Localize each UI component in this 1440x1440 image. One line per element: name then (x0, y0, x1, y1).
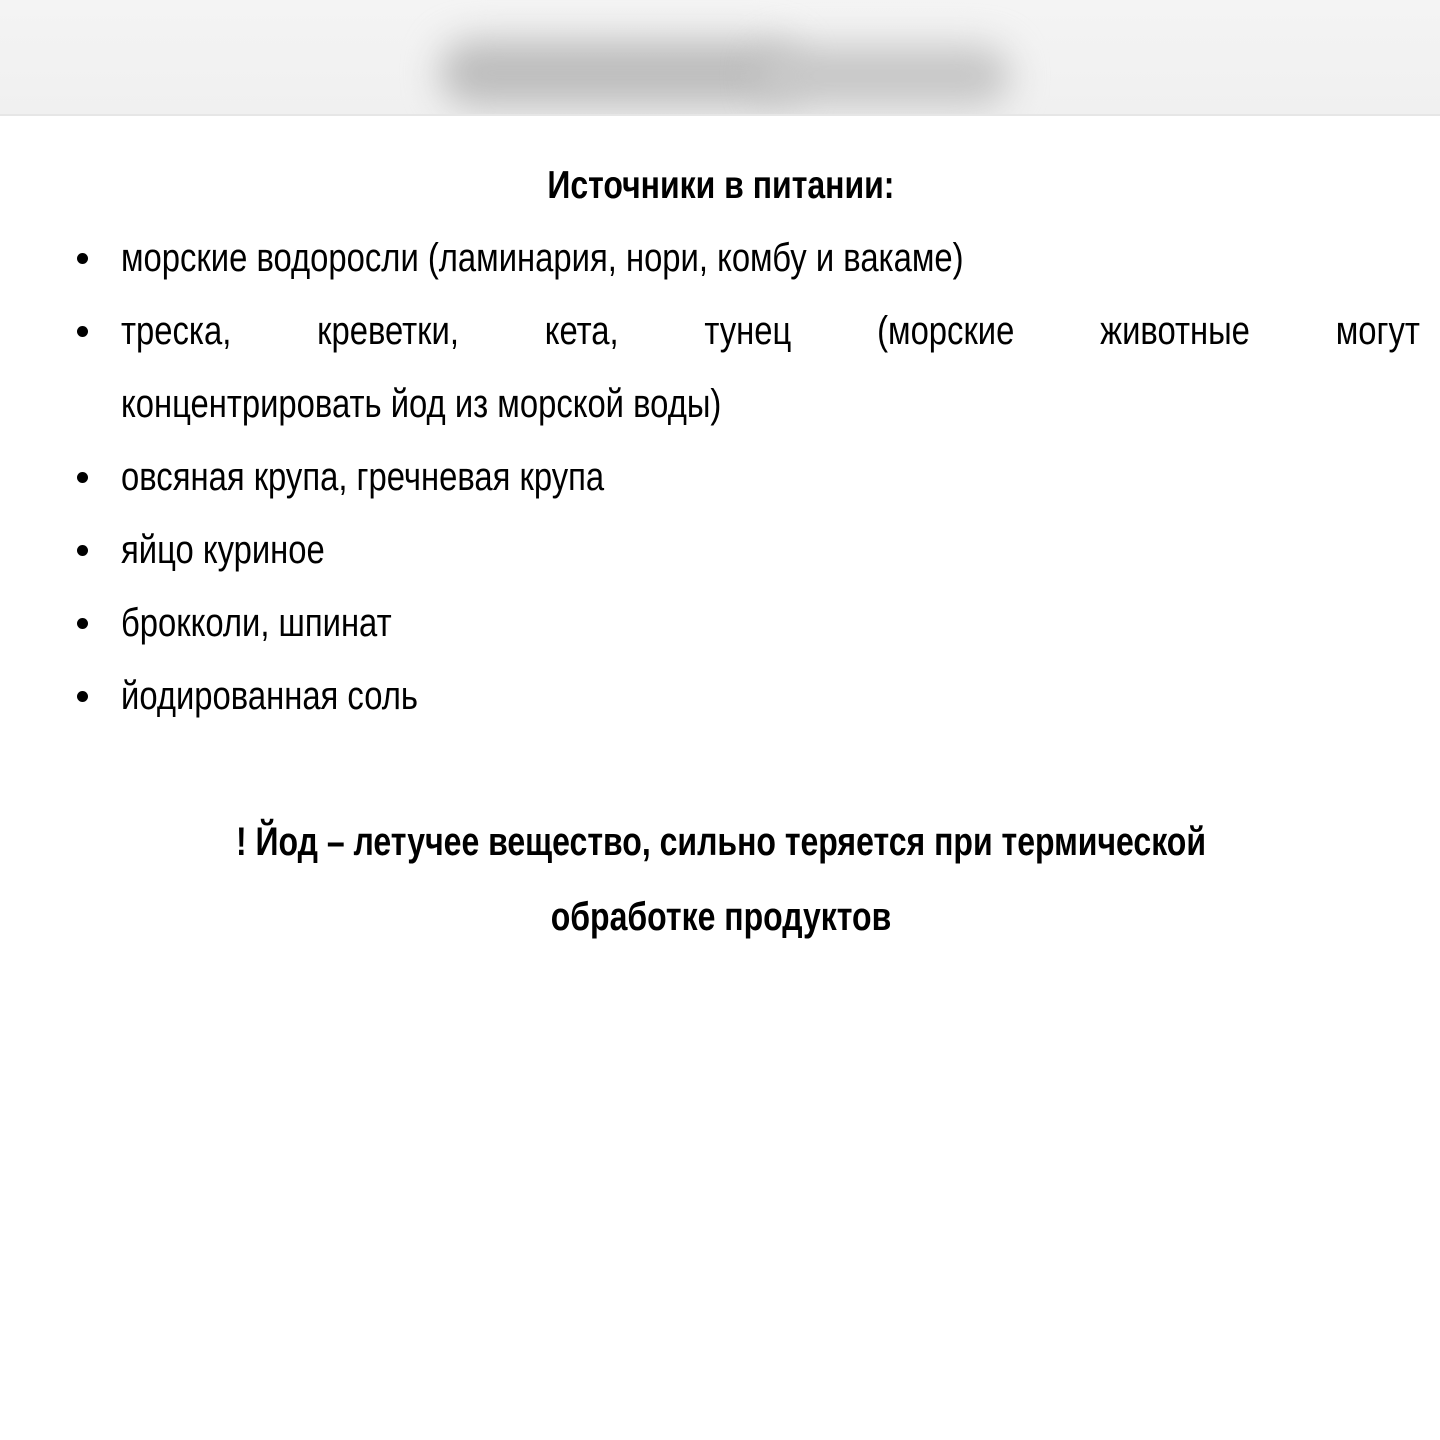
blurred-title-part (760, 46, 1010, 106)
list-item-text: яйцо куриное (121, 528, 325, 572)
word: могут (1335, 309, 1420, 353)
word: креветки, (317, 309, 459, 353)
header-divider (0, 114, 1440, 116)
list-item (121, 514, 1419, 587)
blurred-title-part (440, 40, 800, 106)
bullet-icon (77, 253, 88, 264)
list-item-text: брокколи, шпинат (121, 601, 392, 645)
bullet-icon (77, 545, 88, 556)
note-line: ! Йод – летучее вещество, сильно теряется при термической (235, 820, 1207, 864)
list-item (121, 587, 1419, 660)
justified-words (121, 295, 1420, 368)
list-item-text: овсяная крупа, гречневая крупа (121, 455, 605, 499)
bullet-icon (77, 326, 88, 337)
word: тунец (704, 309, 792, 353)
word: треска, (121, 309, 232, 353)
list-item-line: концентрировать йод из морской воды) (121, 382, 722, 426)
bullet-icon (77, 472, 88, 483)
page-heading: Источники в питании: (547, 164, 895, 207)
iodine-note (0, 805, 1440, 955)
note-line: обработке продуктов (550, 895, 892, 939)
bullet-icon (77, 691, 88, 702)
list-item-text: морские водоросли (ламинария, нори, комбу и вакаме) (121, 236, 964, 280)
word: кета, (544, 309, 619, 353)
sources-list (0, 222, 1440, 733)
list-item (121, 295, 1419, 441)
word: животные (1100, 309, 1250, 353)
list-item (121, 222, 1419, 295)
blurred-header-band (0, 0, 1440, 116)
list-item-line (121, 295, 1420, 368)
list-item (121, 660, 1419, 733)
content-area (0, 150, 1440, 955)
list-item (121, 441, 1419, 514)
list-item-text: йодированная соль (121, 674, 418, 718)
word: (морские (877, 309, 1015, 353)
bullet-icon (77, 618, 88, 629)
